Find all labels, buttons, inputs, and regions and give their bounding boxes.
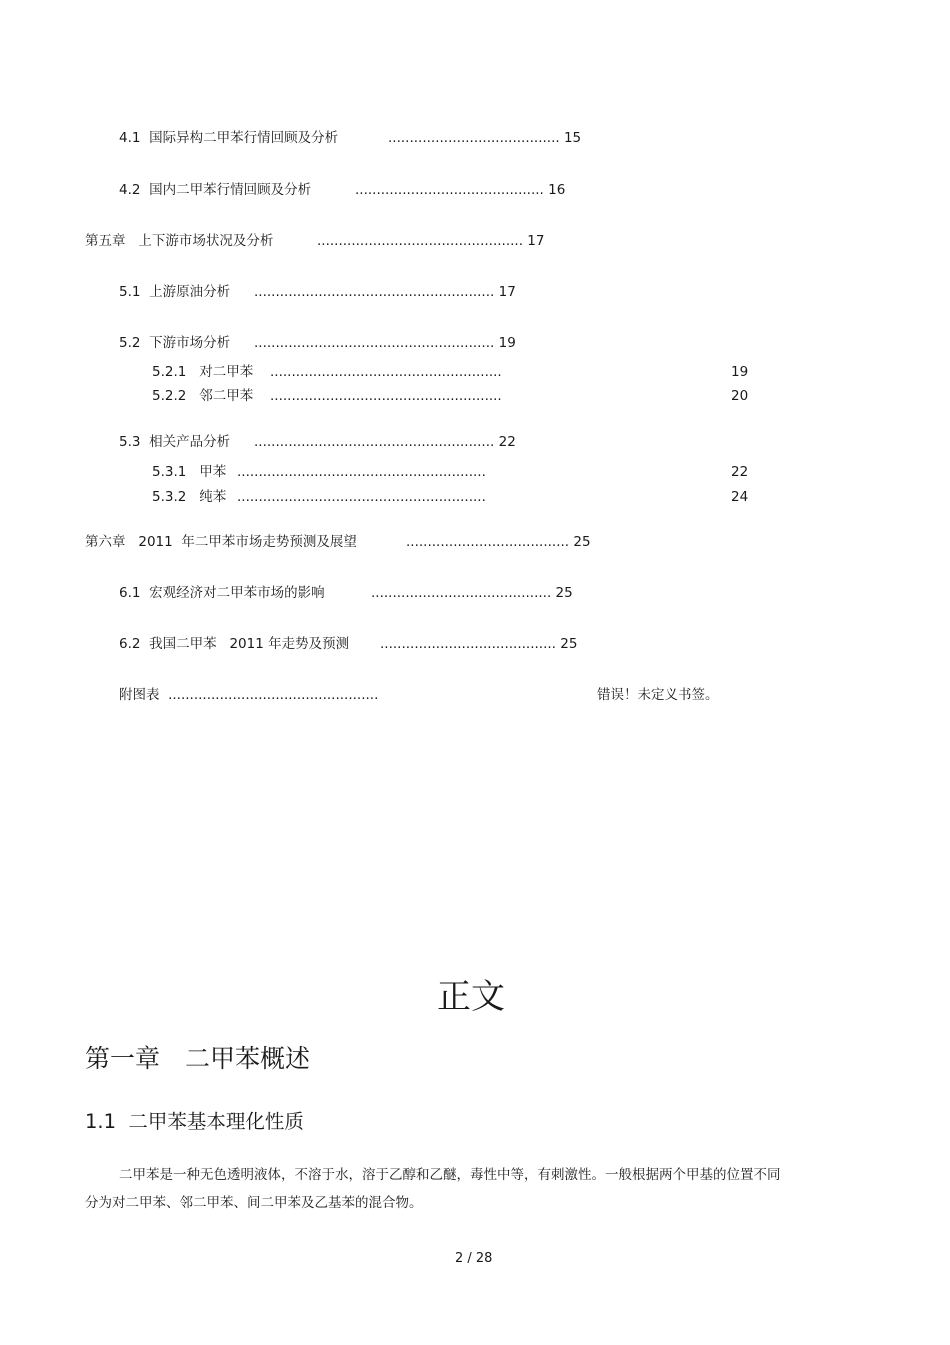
toc-title: 附图表 (119, 687, 160, 703)
toc-num: 5.2 (119, 335, 141, 351)
toc-entry-figures (119, 686, 378, 704)
toc-num: 4.2 (119, 182, 141, 198)
toc-entry-5-3 (119, 433, 230, 451)
main-title: 正文 (437, 977, 505, 1017)
toc-leader: ........................................................ (254, 434, 495, 450)
toc-entry-5-3-2 (152, 488, 226, 506)
toc-leader-4-1 (388, 129, 581, 147)
body-paragraph: 二甲苯是一种无色透明液体，不溶于水，溶于乙醇和乙醚，毒性中等，有刺激性。一般根据两个甲基的位置不同分为对二甲苯、邻二甲苯、间二甲苯及乙基苯的混合物。 (85, 1167, 781, 1211)
toc-year: 2011 (229, 636, 264, 652)
toc-leader-ch5 (317, 232, 544, 250)
toc-title: 纯苯 (199, 489, 227, 505)
toc-entry-6-1 (119, 584, 325, 602)
toc-num: 5.3 (119, 434, 141, 450)
toc-page: 17 (527, 233, 545, 249)
toc-leader: ........................................................ (254, 335, 495, 351)
chapter-title: 第一章 二甲苯概述 (85, 1044, 311, 1073)
toc-num: 6.2 (119, 636, 141, 652)
toc-num: 5.3.2 (152, 489, 187, 505)
toc-title: 宏观经济对二甲苯市场的影响 (149, 585, 325, 601)
toc-title: 上下游市场状况及分析 (138, 233, 274, 249)
toc-num: 第五章 (85, 233, 126, 249)
toc-leader-6-1 (371, 584, 573, 602)
toc-leader: ...................................... (406, 534, 570, 550)
toc-leader-ch6 (406, 533, 591, 551)
toc-title: 对二甲苯 (199, 364, 254, 380)
toc-title-rest: 年走势及预测 (268, 636, 350, 652)
toc-entry-ch6 (85, 533, 357, 551)
toc-leader-6-2 (380, 635, 577, 653)
toc-error-text: 错误！未定义书签。 (597, 687, 719, 703)
toc-leader: ................................................ (317, 233, 523, 249)
toc-leader-4-2 (355, 181, 565, 199)
toc-num: 5.2.2 (152, 388, 187, 404)
toc-page: 22 (498, 434, 516, 450)
toc-title: 国内二甲苯行情回顾及分析 (149, 182, 312, 198)
toc-leader: ........................................ (388, 130, 560, 146)
toc-leader-5-2-1: ...................................................... (270, 364, 502, 380)
toc-page: 15 (563, 130, 582, 146)
toc-year: 2011 (138, 534, 173, 550)
toc-title: 相关产品分析 (149, 434, 231, 450)
toc-num: 6.1 (119, 585, 141, 601)
toc-leader-5-3-2: .......................................................... (237, 489, 486, 505)
toc-leader: ............................................ (355, 182, 544, 198)
toc-entry-5-2-2 (152, 387, 253, 405)
toc-title: 甲苯 (199, 464, 227, 480)
toc-page: 17 (498, 284, 516, 300)
toc-entry-4-2 (119, 181, 311, 199)
toc-page-5-2-1: 19 (731, 364, 749, 380)
toc-leader: .......................................... (371, 585, 552, 601)
toc-leader-5-2 (254, 334, 516, 352)
toc-title: 邻二甲苯 (199, 388, 254, 404)
toc-page-5-3-2: 24 (731, 489, 749, 505)
toc-page: 25 (555, 585, 573, 601)
toc-entry-5-1 (119, 283, 230, 301)
toc-page: 19 (498, 335, 516, 351)
toc-title: 下游市场分析 (149, 335, 231, 351)
toc-entry-5-3-1 (152, 463, 226, 481)
toc-page: 25 (573, 534, 591, 550)
toc-num: 5.3.1 (152, 464, 187, 480)
toc-entry-6-2 (119, 635, 349, 653)
section-heading (85, 1109, 304, 1135)
toc-page: 16 (548, 182, 566, 198)
toc-title: 国际异构二甲苯行情回顾及分析 (149, 130, 339, 146)
toc-page-5-2-2: 20 (731, 388, 749, 404)
toc-leader: ......................................... (380, 636, 556, 652)
section-num: 1.1 (85, 1110, 117, 1133)
toc-page: 25 (560, 636, 578, 652)
toc-leader-5-3-1: .......................................................... (237, 464, 486, 480)
toc-num: 4.1 (119, 130, 141, 146)
toc-num: 第六章 (85, 534, 126, 550)
toc-num: 5.1 (119, 284, 141, 300)
toc-num: 5.2.1 (152, 364, 187, 380)
toc-entry-4-1 (119, 129, 338, 147)
toc-leader-5-3 (254, 433, 516, 451)
toc-entry-ch5 (85, 232, 273, 250)
toc-leader-5-1 (254, 283, 516, 301)
toc-leader: ................................................. (168, 687, 379, 703)
toc-title: 我国二甲苯 (149, 636, 217, 652)
page-number: 2 / 28 (455, 1251, 493, 1266)
section-title: 二甲苯基本理化性质 (128, 1110, 304, 1133)
toc-title: 上游原油分析 (149, 284, 231, 300)
toc-entry-5-2 (119, 334, 230, 352)
toc-page-5-3-1: 22 (731, 464, 749, 480)
toc-entry-5-2-1 (152, 363, 253, 381)
toc-leader-5-2-2: ...................................................... (270, 388, 502, 404)
toc-title: 年二甲苯市场走势预测及展望 (181, 534, 357, 550)
toc-leader: ........................................................ (254, 284, 495, 300)
